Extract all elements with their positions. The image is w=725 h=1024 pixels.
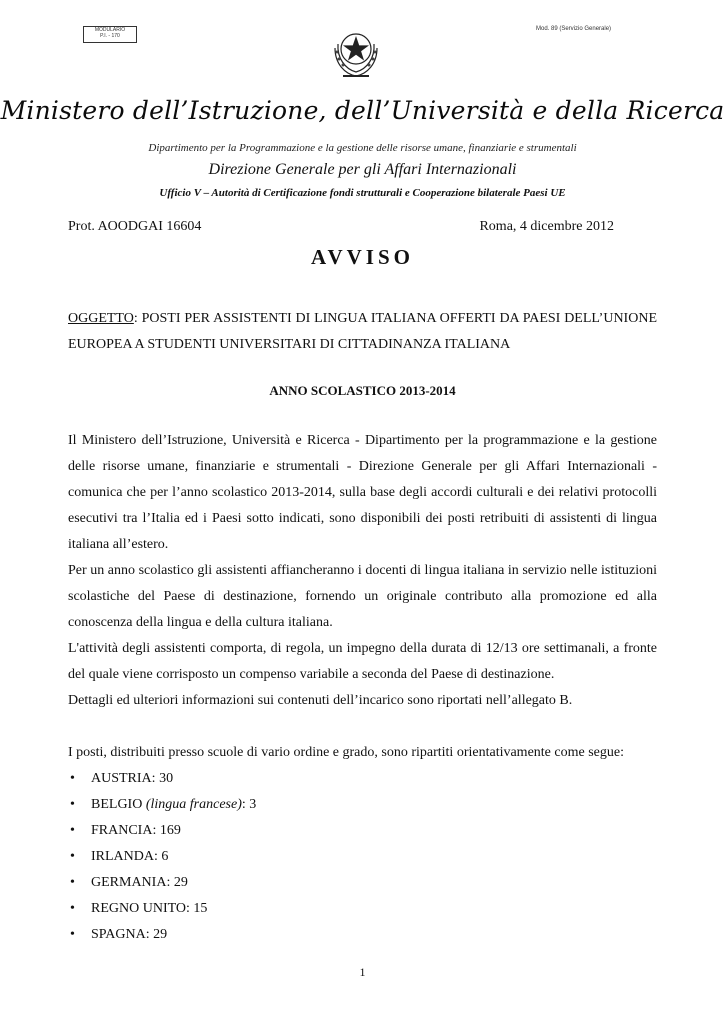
bullet-icon: • — [70, 797, 75, 812]
subject-block — [68, 306, 657, 358]
mod-label: Mod. 89 (Servizio Generale) — [536, 26, 612, 32]
paragraph-1: Il Ministero dell’Istruzione, Università e Ricerca - Dipartimento per la programmazione e la gestione delle risorse umane, finanziarie e strumentali - Direzione Generale per gli Affari Internazionali - comunica che per l’anno scolastico 2013-2014, sulla base degli accordi culturali e dei relativi protocolli esecutivi tra l’Italia ed i Paesi sotto indicati, sono disponibili dei posti retribuiti di assistenti di lingua italiana all’estero. — [68, 433, 657, 552]
post-country: FRANCIA — [91, 823, 153, 838]
post-count: 30 — [159, 771, 174, 786]
paragraph-5: I posti, distribuiti presso scuole di vario ordine e grado, sono ripartiti orientativamente come segue: — [68, 745, 624, 760]
subject-text: : POSTI PER ASSISTENTI DI LINGUA ITALIANA OFFERTI DA PAESI DELL’UNIONE EUROPEA A STUDENTI UNIVERSITARI DI CITTADINANZA ITALIANA — [68, 311, 657, 352]
bullet-icon: • — [70, 823, 75, 838]
post-count: 29 — [153, 927, 168, 942]
bullet-icon: • — [70, 875, 75, 890]
paragraph-4: Dettagli ed ulteriori informazioni sui contenuti dell’incarico sono riportati nell’allegato B. — [68, 693, 573, 708]
post-country: BELGIO — [91, 797, 143, 812]
list-item: • FRANCIA: 169 — [68, 818, 657, 844]
posts-list — [68, 766, 657, 948]
bullet-icon: • — [70, 901, 75, 916]
protocol-number: Prot. AOODGAI 16604 — [68, 219, 202, 234]
list-item: • SPAGNA: 29 — [68, 922, 657, 948]
list-item: • GERMANIA: 29 — [68, 870, 657, 896]
modulario-box — [83, 26, 137, 43]
direzione-line: Direzione Generale per gli Affari Internazionali — [208, 161, 517, 178]
post-note: (lingua francese) — [145, 797, 242, 812]
post-country: AUSTRIA — [91, 771, 152, 786]
modulario-code: P.I. - 170 — [100, 33, 120, 39]
document-date: Roma, 4 dicembre 2012 — [479, 219, 614, 234]
bullet-icon: • — [70, 771, 75, 786]
list-item: • IRLANDA: 6 — [68, 844, 657, 870]
list-item: • BELGIO (lingua francese): 3 — [68, 792, 657, 818]
paragraph-2: Per un anno scolastico gli assistenti affiancheranno i docenti di lingua italiana in servizio nelle istituzioni scolastiche del Paese di destinazione, fornendo un originale contributo alla promozione ed alla conoscenza della lingua e della cultura italiana. — [68, 563, 657, 630]
list-item: • AUSTRIA: 30 — [68, 766, 657, 792]
post-country: REGNO UNITO — [91, 901, 187, 916]
ufficio-line: Ufficio V – Autorità di Certificazione fondi strutturali e Cooperazione bilaterale Paesi UE — [159, 187, 566, 199]
department-line: Dipartimento per la Programmazione e la gestione delle risorse umane, finanziarie e strumentali — [148, 142, 577, 154]
modulario-label: MODULARIO — [94, 27, 126, 33]
subject-label: OGGETTO — [68, 311, 134, 326]
bullet-icon: • — [70, 927, 75, 942]
body-text — [68, 428, 657, 948]
paragraph-3: L'attività degli assistenti comporta, di regola, un impegno della durata di 12/13 ore settimanali, a fronte del quale viene corrisposto un compenso variabile a seconda del Paese di destinazione. — [68, 641, 657, 682]
post-country: SPAGNA — [91, 927, 146, 942]
post-count: 6 — [161, 849, 169, 864]
page-number: 1 — [359, 965, 366, 979]
document-title: AVVISO — [311, 245, 414, 269]
post-count: 29 — [173, 875, 188, 890]
list-item: • REGNO UNITO: 15 — [68, 896, 657, 922]
ministry-title: Ministero dell’Istruzione, dell’Università e della Ricerca — [0, 96, 725, 125]
republic-emblem-icon — [329, 22, 383, 80]
school-year-heading: ANNO SCOLASTICO 2013-2014 — [269, 383, 456, 398]
post-country: GERMANIA — [91, 875, 167, 890]
post-count: 3 — [249, 797, 257, 812]
bullet-icon: • — [70, 849, 75, 864]
post-count: 15 — [193, 901, 208, 916]
post-count: 169 — [159, 823, 181, 838]
post-country: IRLANDA — [91, 849, 154, 864]
